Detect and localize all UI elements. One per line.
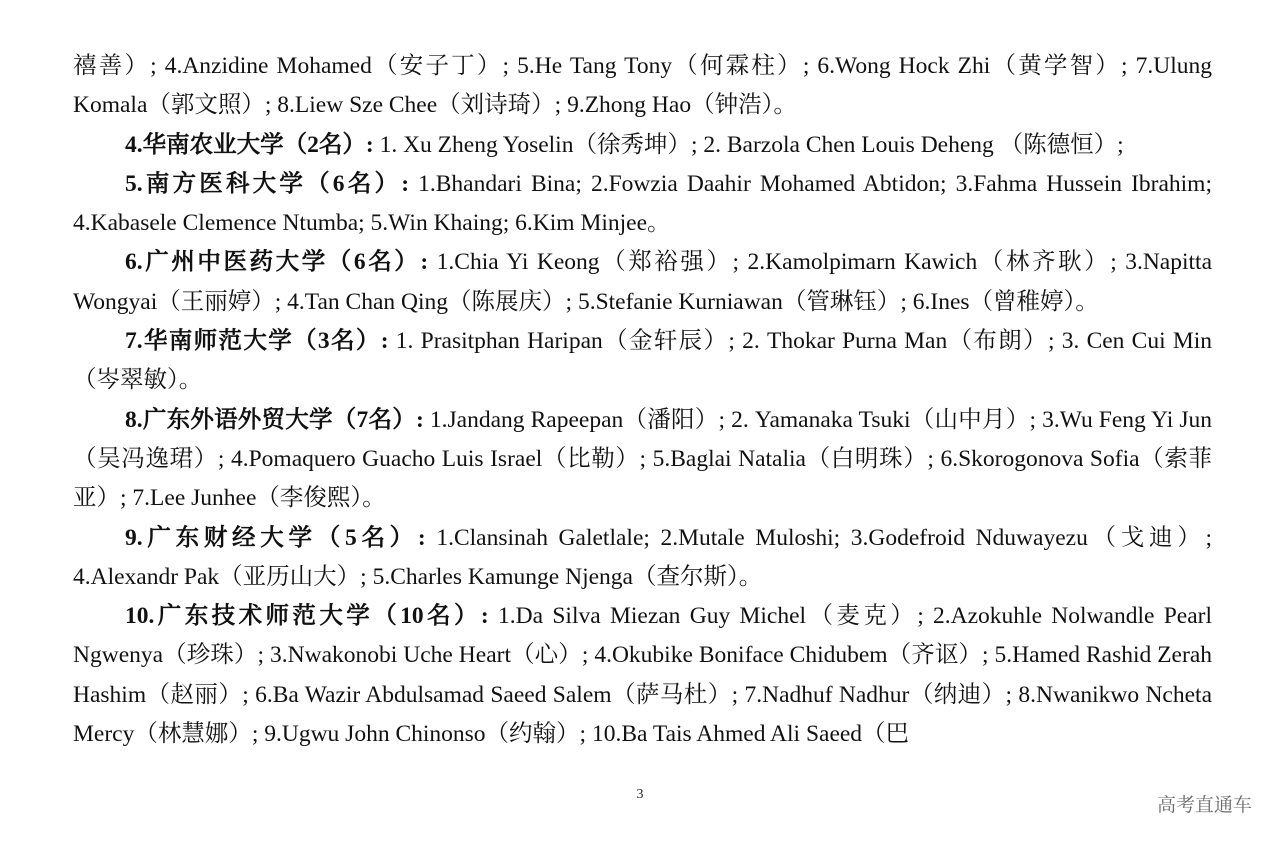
section-heading: 9.广东财经大学（5名）: xyxy=(125,524,437,551)
paragraph-guangdong-finance-university xyxy=(73,519,1212,598)
section-heading: 8.广东外语外贸大学（7名）: xyxy=(125,406,430,433)
paragraph-text: 1.Bhandari Bina; 2.Fowzia Daahir Mohamed Abtidon; 3.Fahma Hussein Ibrahim; 4.Kabasele Clemence Ntumba; 5.Win Khaing; 6.Kim Minjee。 xyxy=(73,170,1212,237)
paragraph-text: 1.Da Silva Miezan Guy Michel（麦克）; 2.Azokuhle Nolwandle Pearl Ngwenya（珍珠）; 3.Nwakonobi Uche Heart（心）; 4.Okubike Boniface Chidubem（齐讴）; 5.Hamed Rashid Zerah Hashim（赵丽）; 6.Ba Wazir Abdulsamad Saeed Salem（萨马杜）; 7.Nadhuf Nadhur（纳迪）; 8.Nwanikwo Ncheta Mercy（林慧娜）; 9.Ugwu John Chinonso（约翰）; 10.Ba Tais Ahmed Ali Saeed（巴 xyxy=(73,603,1213,748)
paragraph-text: 1.Jandang Rapeepan（潘阳）; 2. Yamanaka Tsuki（山中月）; 3.Wu Feng Yi Jun（吴冯逸珺）; 4.Pomaquero Guacho Luis Israel（比勒）; 5.Baglai Natalia（白明珠）; 6.Skorogonova Sofia（索菲亚）; 7.Lee Junhee（李俊熙）。 xyxy=(73,406,1213,512)
page-number: 3 xyxy=(636,787,644,802)
paragraph-text: 禧善）; 4.Anzidine Mohamed（安子丁）; 5.He Tang Tony（何霖柱）; 6.Wong Hock Zhi（黄学智）; 7.Ulung Komala（郭文照）; 8.Liew Sze Chee（刘诗琦）; 9.Zhong Hao（钟浩）。 xyxy=(73,53,1212,119)
section-heading: 6.广州中医药大学（6名）: xyxy=(125,249,437,276)
section-heading: 4.华南农业大学（2名）: xyxy=(125,131,380,158)
paragraph-continuation xyxy=(73,47,1212,126)
paragraph-south-china-normal-university xyxy=(73,322,1212,401)
paragraph-guangdong-foreign-studies-university xyxy=(73,401,1212,519)
section-heading: 10.广东技术师范大学（10名）: xyxy=(125,603,499,630)
document-body xyxy=(73,47,1212,754)
paragraph-south-china-agricultural-university xyxy=(73,126,1212,165)
paragraph-text: 1.Clansinah Galetlale; 2.Mutale Muloshi; 3.Godefroid Nduwayezu（戈迪）; 4.Alexandr Pak（亚历山大）; 5.Charles Kamunge Njenga（查尔斯）。 xyxy=(73,524,1212,590)
paragraph-guangdong-polytechnic-normal-university xyxy=(73,597,1212,754)
paragraph-text: 1.Chia Yi Keong（郑裕强）; 2.Kamolpimarn Kawich（林齐耿）; 3.Napitta Wongyai（王丽婷）; 4.Tan Chan Qing（陈展庆）; 5.Stefanie Kurniawan（管琳钰）; 6.Ines（曾稚婷）。 xyxy=(73,249,1213,315)
paragraph-southern-medical-university xyxy=(73,165,1212,244)
paragraph-guangzhou-tcm-university xyxy=(73,243,1212,322)
section-heading: 7.华南师范大学（3名）: xyxy=(125,328,396,355)
section-heading: 5.南方医科大学（6名）: xyxy=(125,170,419,197)
paragraph-text: 1. Xu Zheng Yoselin（徐秀坤）; 2. Barzola Chen Louis Deheng （陈德恒）; xyxy=(379,131,1124,158)
paragraph-text: 1. Prasitphan Haripan（金轩辰）; 2. Thokar Purna Man（布朗）; 3. Cen Cui Min（岑翠敏）。 xyxy=(73,328,1212,394)
watermark-text: 高考直通车 xyxy=(1156,794,1252,816)
